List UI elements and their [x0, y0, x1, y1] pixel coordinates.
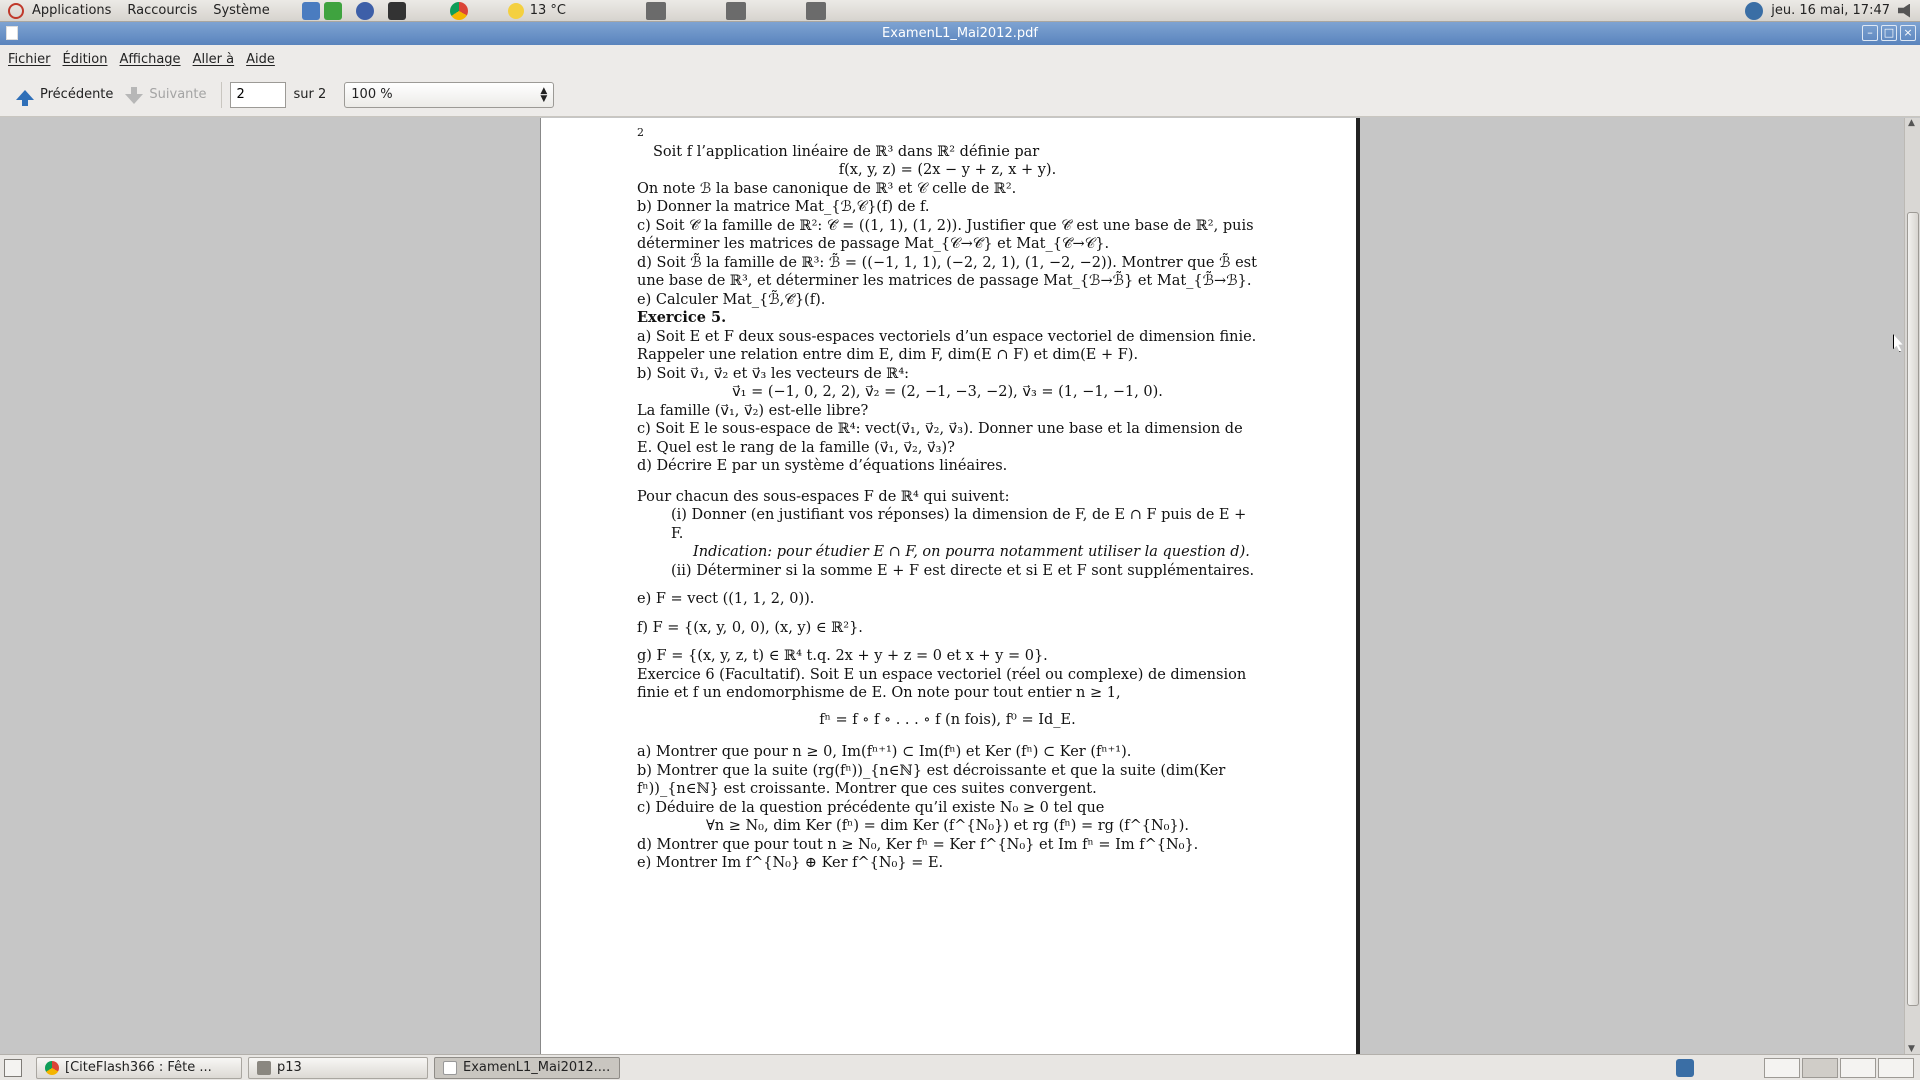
previous-page-button[interactable] [10, 79, 119, 111]
panel-right [1745, 2, 1920, 20]
doc-question: d) Montrer que pour tout n ≥ N₀, Ker fⁿ = Ker f^{N₀} et Im fⁿ = Im f^{N₀}. [637, 836, 1199, 853]
close-icon[interactable]: × [1900, 25, 1916, 41]
taskbar-right [1676, 1058, 1920, 1078]
menu-view[interactable]: Affichage [119, 51, 181, 67]
chrome-launcher-icon[interactable] [450, 2, 468, 20]
doc-line: Soit f l’application linéaire de ℝ³ dans ℝ² définie par [653, 143, 1040, 160]
workspace-switcher[interactable] [1764, 1058, 1914, 1078]
network-icon[interactable] [806, 2, 826, 20]
clock[interactable]: jeu. 16 mai, 17:47 [1771, 3, 1890, 18]
arrow-down-icon [125, 94, 143, 104]
system-menu[interactable]: Système [213, 3, 270, 18]
document-icon [6, 26, 18, 40]
spin-arrows-icon: ▲ ▼ [540, 85, 548, 104]
page-number-input[interactable] [230, 82, 286, 108]
task-label: ExamenL1_Mai2012.... [463, 1060, 611, 1075]
exercise-heading: Exercice 6 (Facultatif). Soit E un espace vectoriel (réel ou complexe) de dimension finie et f un endomorphisme de E. On note pour tout entier n ≥ 1, [637, 666, 1247, 701]
doc-question: b) Soit v⃗₁, v⃗₂ et v⃗₃ les vecteurs de ℝ⁴: [637, 365, 910, 382]
next-label: Suivante [149, 87, 207, 102]
task-pdf-viewer[interactable] [434, 1057, 620, 1079]
runner-launcher-icon[interactable] [324, 2, 342, 20]
zoom-select[interactable] [344, 82, 554, 108]
shortcuts-menu[interactable]: Raccourcis [127, 3, 198, 18]
volume-icon[interactable] [1898, 4, 1914, 18]
page-total: sur 2 [293, 87, 327, 102]
top-panel [0, 0, 1920, 22]
toolbar-separator [221, 82, 222, 108]
panel-menus [0, 0, 278, 22]
doc-question: c) Déduire de la question précédente qu’il existe N₀ ≥ 0 tel que [637, 799, 1105, 816]
doc-indication: Indication: pour étudier E ∩ F, on pourra notamment utiliser la question d). [693, 544, 1250, 560]
window-controls [1862, 25, 1916, 41]
scroll-thumb[interactable] [1907, 212, 1919, 1006]
task-folder[interactable] [248, 1057, 428, 1079]
doc-question: b) Montrer que la suite (rg(fⁿ))_{n∈ℕ} est décroissante et que la suite (dim(Ker fⁿ))_{n∈ℕ} est croissante. Montrer que ces suites convergent. [637, 762, 1226, 797]
doc-equation: v⃗₁ = (−1, 0, 2, 2), v⃗₂ = (2, −1, −3, −2), v⃗₃ = (1, −1, −1, 0). [732, 384, 1163, 400]
weather-applet[interactable] [508, 3, 566, 19]
monitor-icon[interactable] [646, 2, 666, 20]
previous-label: Précédente [40, 87, 114, 102]
window-title: ExamenL1_Mai2012.pdf [882, 26, 1038, 41]
scroll-down-icon[interactable]: ▼ [1908, 1044, 1915, 1054]
doc-question: b) Donner la matrice Mat_{ℬ,𝒞}(f) de f. [637, 199, 930, 215]
doc-subitem: (ii) Déterminer si la somme E + F est directe et si E et F sont supplémentaires. [671, 562, 1255, 579]
doc-line: La famille (v⃗₁, v⃗₂) est-elle libre? [637, 402, 869, 419]
browser-launcher-icon[interactable] [356, 2, 374, 20]
arrow-up-icon [16, 90, 34, 100]
lock-icon[interactable] [726, 2, 746, 20]
window-titlebar[interactable] [0, 22, 1920, 45]
doc-question: a) Montrer que pour n ≥ 0, Im(fⁿ⁺¹) ⊂ Im(fⁿ) et Ker (fⁿ) ⊂ Ker (fⁿ⁺¹). [637, 744, 1132, 760]
zoom-value: 100 % [351, 87, 393, 102]
document-icon [443, 1061, 457, 1075]
doc-question: d) Soit ℬ̃ la famille de ℝ³: ℬ̃ = ((−1, 1, 1), (−2, 2, 1), (1, −2, −2)). Montrer que ℬ̃ est une base de ℝ³, et déterminer les matrices de passage Mat_{ℬ→ℬ̃} et Mat_{ℬ̃→ℬ}. [637, 254, 1257, 289]
exercise-heading: Exercice 5. [637, 309, 727, 326]
doc-question: c) Soit E le sous-espace de ℝ⁴: vect(v⃗₁, v⃗₂, v⃗₃). Donner une base et la dimension de E. Quel est le rang de la famille (v⃗₁, v⃗₂, v⃗₃)? [637, 421, 1243, 456]
menu-help[interactable]: Aide [246, 51, 275, 67]
doc-line: Pour chacun des sous-espaces F de ℝ⁴ qui suivent: [637, 488, 1010, 505]
document-viewer[interactable] [0, 118, 1904, 1054]
workspace-4[interactable] [1878, 1058, 1914, 1078]
scroll-up-icon[interactable]: ▲ [1908, 118, 1915, 128]
show-desktop-icon[interactable] [4, 1059, 22, 1077]
pdf-page [540, 118, 1360, 1054]
editor-launcher-icon[interactable] [302, 2, 320, 20]
folder-icon [257, 1061, 271, 1075]
debian-logo-icon [8, 3, 24, 19]
workspace-3[interactable] [1840, 1058, 1876, 1078]
menu-file[interactable]: Fichier [8, 51, 51, 67]
launchers [302, 2, 468, 20]
task-label: p13 [277, 1060, 302, 1075]
task-label: [CiteFlash366 : Fête ... [65, 1060, 212, 1075]
weather-temperature: 13 °C [529, 3, 566, 18]
notes-icon[interactable] [1676, 1059, 1694, 1077]
doc-question: g) F = {(x, y, z, t) ∈ ℝ⁴ t.q. 2x + y + z = 0 et x + y = 0}. [637, 648, 1048, 664]
tray-icons [646, 2, 826, 20]
terminal-launcher-icon[interactable] [388, 2, 406, 20]
task-browser[interactable] [36, 1057, 242, 1079]
bottom-taskbar [0, 1054, 1920, 1080]
next-page-button[interactable] [119, 79, 212, 111]
maximize-icon[interactable]: □ [1881, 25, 1897, 41]
applications-menu[interactable]: Applications [32, 3, 112, 18]
accessibility-icon[interactable] [1745, 2, 1763, 20]
doc-question: e) Calculer Mat_{ℬ̃,𝒞̃}(f). [637, 291, 826, 308]
menu-go[interactable]: Aller à [192, 51, 235, 67]
doc-equation: f(x, y, z) = (2x − y + z, x + y). [838, 162, 1057, 178]
doc-subitem: (i) Donner (en justifiant vos réponses) la dimension de F, de E ∩ F puis de E + F. [671, 507, 1247, 542]
doc-question: e) Montrer Im f^{N₀} ⊕ Ker f^{N₀} = E. [637, 855, 944, 871]
vertical-scrollbar[interactable] [1904, 118, 1920, 1054]
menubar [0, 45, 1920, 73]
minimize-icon[interactable]: – [1862, 25, 1878, 41]
chrome-icon [45, 1061, 59, 1075]
workspace-2[interactable] [1802, 1058, 1838, 1078]
doc-equation: ∀n ≥ N₀, dim Ker (fⁿ) = dim Ker (f^{N₀}) et rg (fⁿ) = rg (f^{N₀}). [706, 818, 1189, 834]
doc-question: e) F = vect ((1, 1, 2, 0)). [637, 591, 815, 607]
sun-icon [508, 3, 524, 19]
page-number: 2 [637, 126, 644, 139]
menu-edit[interactable]: Édition [62, 51, 108, 67]
workspace-1[interactable] [1764, 1058, 1800, 1078]
toolbar [0, 73, 1920, 117]
doc-equation: fⁿ = f ∘ f ∘ . . . ∘ f (n fois), f⁰ = Id_E. [819, 711, 1076, 728]
doc-line: On note ℬ la base canonique de ℝ³ et 𝒞 celle de ℝ². [637, 180, 1017, 197]
doc-question: d) Décrire E par un système d’équations linéaires. [637, 458, 1008, 474]
doc-question: c) Soit 𝒞̃ la famille de ℝ²: 𝒞̃ = ((1, 1), (1, 2)). Justifier que 𝒞̃ est une base de ℝ², puis déterminer les matrices de passage Mat_{𝒞→𝒞̃} et Mat_{𝒞̃→𝒞}. [637, 217, 1254, 252]
doc-question: a) Soit E et F deux sous-espaces vectoriels d’un espace vectoriel de dimension finie. Rappeler une relation entre dim E, dim F, dim(E ∩ F) et dim(E + F). [637, 328, 1257, 363]
doc-question: f) F = {(x, y, 0, 0), (x, y) ∈ ℝ²}. [637, 619, 863, 636]
